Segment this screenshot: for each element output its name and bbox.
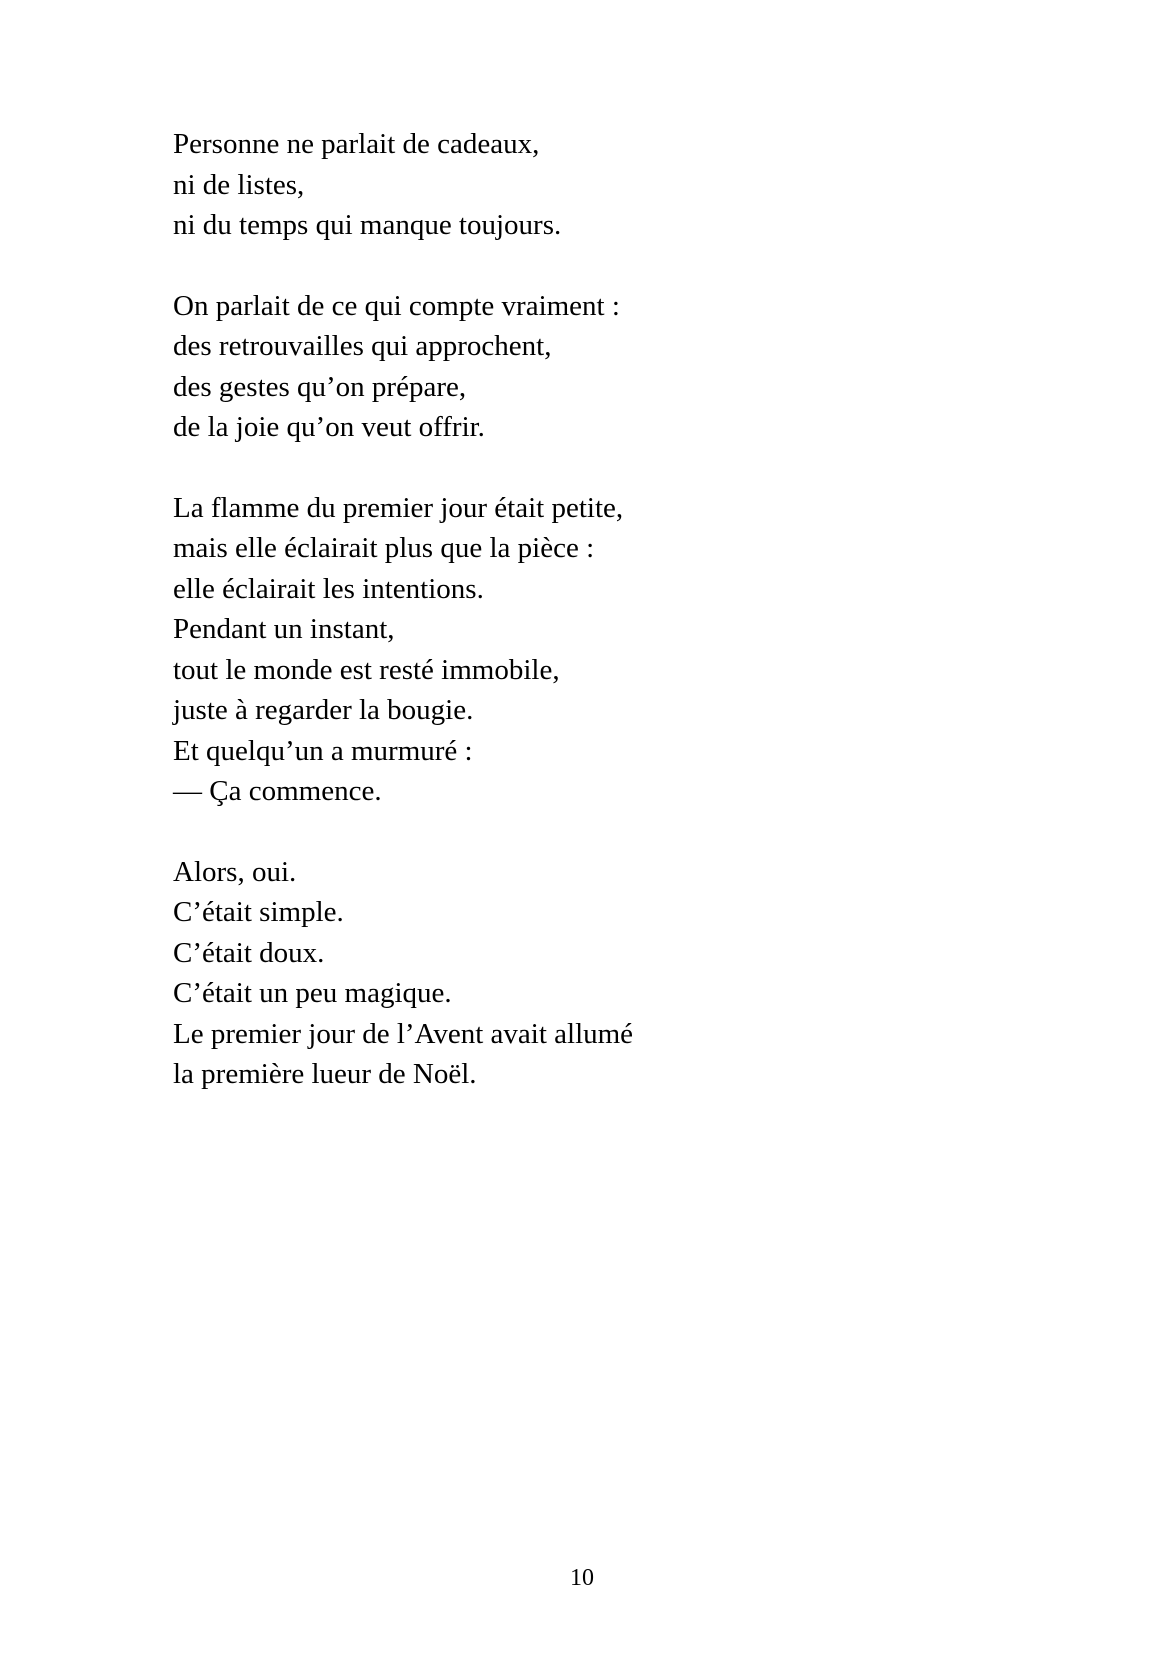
poem-line: tout le monde est resté immobile,: [173, 653, 560, 686]
poem-line: La flamme du premier jour était petite,: [173, 491, 624, 524]
page-number: 10: [570, 1565, 594, 1591]
poem-line: des gestes qu’on prépare,: [173, 370, 467, 403]
poem-line: mais elle éclairait plus que la pièce :: [173, 532, 595, 564]
poem-line: C’était un peu magique.: [173, 977, 452, 1009]
poem-line: ni du temps qui manque toujours.: [173, 209, 562, 241]
stanza-2: [173, 286, 1073, 448]
poem-line: ni de listes,: [173, 168, 305, 201]
poem-line: Alors, oui.: [173, 855, 297, 888]
poem-line: de la joie qu’on veut offrir.: [173, 411, 485, 443]
stanza-1: [173, 124, 1073, 246]
poem-line: Et quelqu’un a murmuré :: [173, 734, 473, 767]
poem-line: des retrouvailles qui approchent,: [173, 330, 552, 362]
poem-line: juste à regarder la bougie.: [173, 694, 474, 726]
stanza-4: [173, 852, 1073, 1095]
poem-line: elle éclairait les intentions.: [173, 572, 484, 605]
poem-line: la première lueur de Noël.: [173, 1058, 477, 1090]
poem-line: C’était simple.: [173, 896, 344, 928]
poem-body: [173, 124, 1073, 1135]
stanza-3: [173, 488, 1073, 812]
poem-line: Pendant un instant,: [173, 613, 395, 645]
poem-line: Le premier jour de l’Avent avait allumé: [173, 1017, 634, 1050]
poem-line: Personne ne parlait de cadeaux,: [173, 128, 540, 160]
poem-line: — Ça commence.: [173, 775, 382, 807]
poem-line: C’était doux.: [173, 936, 325, 969]
poem-line: On parlait de ce qui compte vraiment :: [173, 289, 620, 322]
